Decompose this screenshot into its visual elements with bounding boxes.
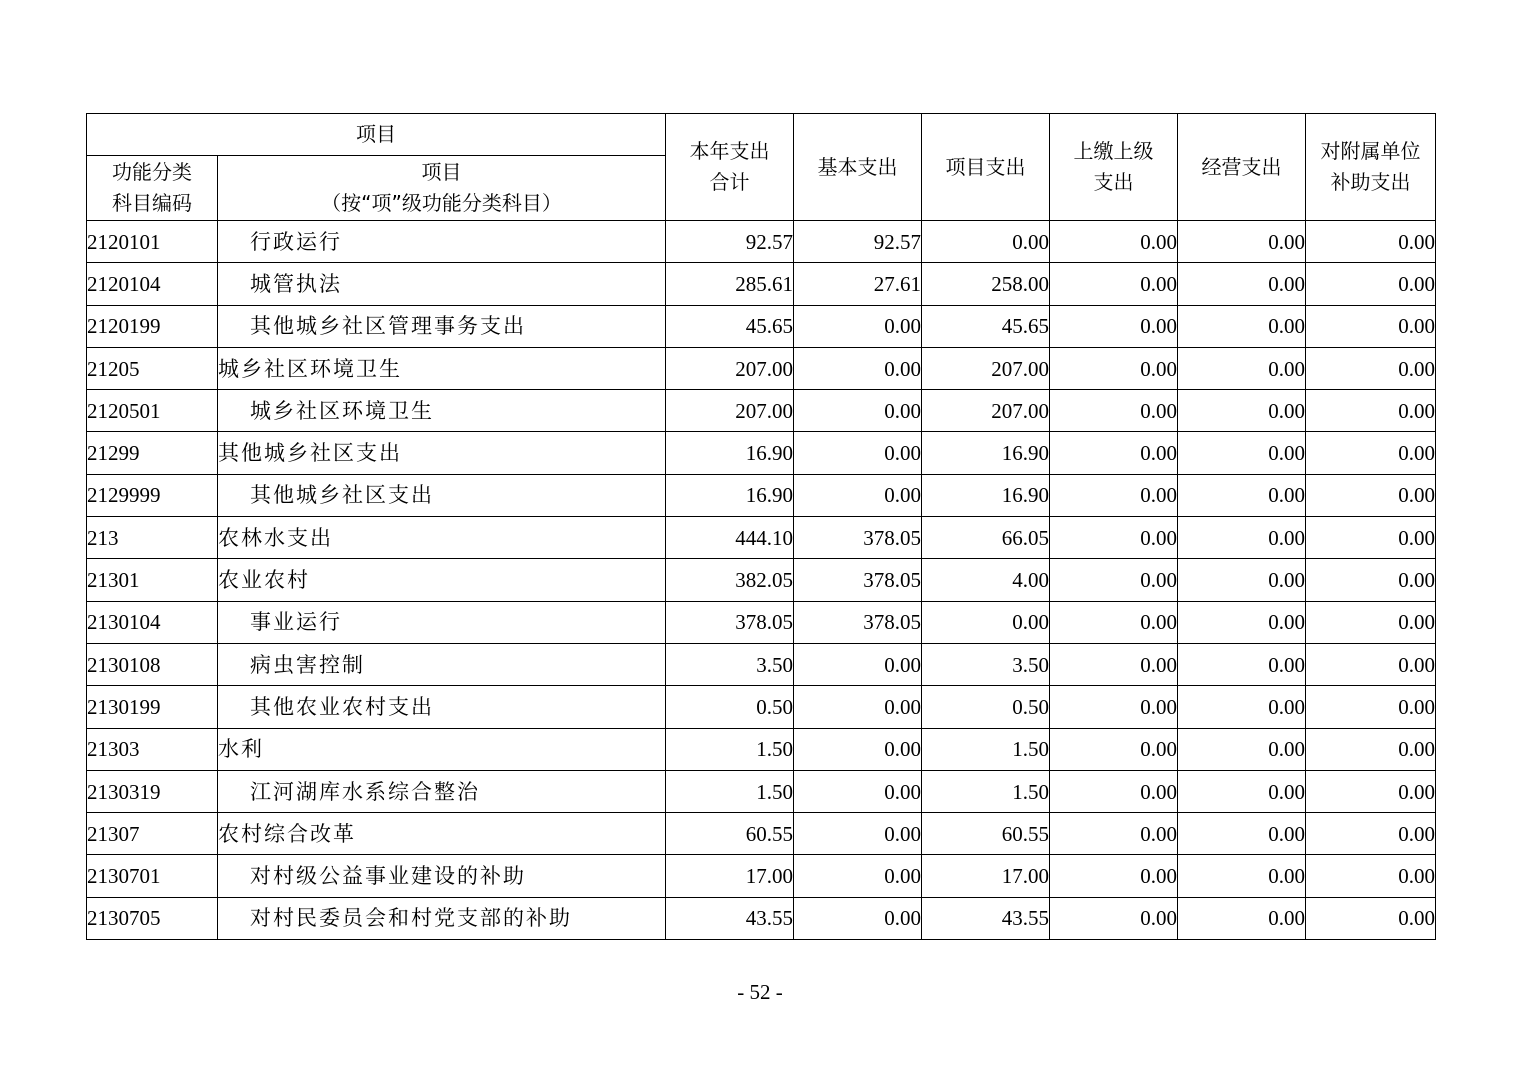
cell-total: 382.05: [666, 559, 794, 601]
table-row: [87, 728, 1436, 770]
cell-project: 16.90: [922, 474, 1050, 516]
table-row: [87, 390, 1436, 432]
cell-upper: 0.00: [1050, 474, 1178, 516]
header-project: 项目支出: [922, 114, 1050, 221]
cell-name: 事业运行: [218, 601, 666, 643]
cell-business: 0.00: [1178, 559, 1306, 601]
cell-name: 城乡社区环境卫生: [218, 347, 666, 389]
cell-code: 2130199: [87, 686, 218, 728]
expenditure-table: [86, 113, 1436, 940]
cell-business: 0.00: [1178, 643, 1306, 685]
page-number: - 52 -: [737, 980, 783, 1004]
cell-basic: 378.05: [794, 517, 922, 559]
table-row: [87, 686, 1436, 728]
cell-subsidy: 0.00: [1306, 305, 1436, 347]
cell-name: 农村综合改革: [218, 813, 666, 855]
cell-basic: 0.00: [794, 686, 922, 728]
table-row: [87, 474, 1436, 516]
cell-total: 16.90: [666, 474, 794, 516]
cell-code: 21307: [87, 813, 218, 855]
cell-upper: 0.00: [1050, 897, 1178, 939]
cell-basic: 0.00: [794, 305, 922, 347]
cell-business: 0.00: [1178, 855, 1306, 897]
cell-business: 0.00: [1178, 305, 1306, 347]
cell-name: 对村级公益事业建设的补助: [218, 855, 666, 897]
table-row: [87, 897, 1436, 939]
cell-total: 285.61: [666, 263, 794, 305]
cell-total: 207.00: [666, 347, 794, 389]
cell-code: 21301: [87, 559, 218, 601]
cell-total: 1.50: [666, 770, 794, 812]
table-row: [87, 855, 1436, 897]
cell-business: 0.00: [1178, 728, 1306, 770]
table-row: [87, 517, 1436, 559]
header-code: 功能分类 科目编码: [87, 156, 218, 221]
cell-name: 江河湖库水系综合整治: [218, 770, 666, 812]
cell-subsidy: 0.00: [1306, 813, 1436, 855]
cell-code: 2130701: [87, 855, 218, 897]
cell-name: 行政运行: [218, 221, 666, 263]
cell-business: 0.00: [1178, 686, 1306, 728]
cell-basic: 0.00: [794, 432, 922, 474]
cell-upper: 0.00: [1050, 686, 1178, 728]
cell-code: 2130104: [87, 601, 218, 643]
cell-basic: 0.00: [794, 474, 922, 516]
cell-subsidy: 0.00: [1306, 770, 1436, 812]
cell-upper: 0.00: [1050, 601, 1178, 643]
cell-name: 农林水支出: [218, 517, 666, 559]
cell-basic: 378.05: [794, 601, 922, 643]
cell-code: 21303: [87, 728, 218, 770]
cell-name: 其他城乡社区支出: [218, 432, 666, 474]
cell-project: 207.00: [922, 390, 1050, 432]
cell-upper: 0.00: [1050, 855, 1178, 897]
cell-business: 0.00: [1178, 770, 1306, 812]
cell-subsidy: 0.00: [1306, 897, 1436, 939]
table-header: [87, 114, 1436, 221]
cell-total: 43.55: [666, 897, 794, 939]
cell-upper: 0.00: [1050, 643, 1178, 685]
cell-code: 21205: [87, 347, 218, 389]
cell-code: 2120104: [87, 263, 218, 305]
cell-project: 0.00: [922, 221, 1050, 263]
header-upper: 上缴上级 支出: [1050, 114, 1178, 221]
table-row: [87, 601, 1436, 643]
header-basic: 基本支出: [794, 114, 922, 221]
cell-code: 2130319: [87, 770, 218, 812]
cell-basic: 0.00: [794, 897, 922, 939]
cell-name: 其他城乡社区管理事务支出: [218, 305, 666, 347]
table-row: [87, 305, 1436, 347]
cell-basic: 0.00: [794, 770, 922, 812]
cell-total: 60.55: [666, 813, 794, 855]
cell-subsidy: 0.00: [1306, 601, 1436, 643]
cell-subsidy: 0.00: [1306, 517, 1436, 559]
cell-subsidy: 0.00: [1306, 221, 1436, 263]
header-item-group: 项目: [87, 114, 666, 156]
cell-basic: 0.00: [794, 728, 922, 770]
cell-name: 水利: [218, 728, 666, 770]
cell-upper: 0.00: [1050, 770, 1178, 812]
cell-subsidy: 0.00: [1306, 390, 1436, 432]
cell-business: 0.00: [1178, 813, 1306, 855]
cell-basic: 27.61: [794, 263, 922, 305]
cell-upper: 0.00: [1050, 390, 1178, 432]
header-total: 本年支出 合计: [666, 114, 794, 221]
cell-basic: 92.57: [794, 221, 922, 263]
table-row: [87, 347, 1436, 389]
cell-code: 21299: [87, 432, 218, 474]
cell-name: 城管执法: [218, 263, 666, 305]
cell-project: 207.00: [922, 347, 1050, 389]
cell-project: 66.05: [922, 517, 1050, 559]
header-business: 经营支出: [1178, 114, 1306, 221]
cell-project: 0.00: [922, 601, 1050, 643]
cell-total: 207.00: [666, 390, 794, 432]
cell-code: 2129999: [87, 474, 218, 516]
cell-business: 0.00: [1178, 347, 1306, 389]
cell-project: 3.50: [922, 643, 1050, 685]
cell-business: 0.00: [1178, 221, 1306, 263]
cell-upper: 0.00: [1050, 517, 1178, 559]
cell-business: 0.00: [1178, 390, 1306, 432]
cell-upper: 0.00: [1050, 559, 1178, 601]
cell-project: 258.00: [922, 263, 1050, 305]
cell-upper: 0.00: [1050, 432, 1178, 474]
cell-basic: 0.00: [794, 390, 922, 432]
cell-name: 农业农村: [218, 559, 666, 601]
cell-subsidy: 0.00: [1306, 347, 1436, 389]
table-row: [87, 770, 1436, 812]
table-row: [87, 263, 1436, 305]
header-name: 项目 （按“项”级功能分类科目）: [218, 156, 666, 221]
cell-subsidy: 0.00: [1306, 855, 1436, 897]
cell-subsidy: 0.00: [1306, 263, 1436, 305]
cell-total: 378.05: [666, 601, 794, 643]
cell-name: 对村民委员会和村党支部的补助: [218, 897, 666, 939]
cell-name: 城乡社区环境卫生: [218, 390, 666, 432]
table-row: [87, 432, 1436, 474]
cell-subsidy: 0.00: [1306, 643, 1436, 685]
cell-subsidy: 0.00: [1306, 728, 1436, 770]
cell-code: 213: [87, 517, 218, 559]
table-body: [87, 221, 1436, 940]
cell-basic: 0.00: [794, 347, 922, 389]
cell-upper: 0.00: [1050, 813, 1178, 855]
cell-project: 60.55: [922, 813, 1050, 855]
table-row: [87, 559, 1436, 601]
cell-code: 2120199: [87, 305, 218, 347]
cell-name: 其他城乡社区支出: [218, 474, 666, 516]
cell-basic: 0.00: [794, 855, 922, 897]
cell-project: 45.65: [922, 305, 1050, 347]
cell-project: 4.00: [922, 559, 1050, 601]
cell-project: 17.00: [922, 855, 1050, 897]
cell-project: 0.50: [922, 686, 1050, 728]
cell-project: 1.50: [922, 728, 1050, 770]
cell-upper: 0.00: [1050, 221, 1178, 263]
cell-total: 16.90: [666, 432, 794, 474]
cell-business: 0.00: [1178, 263, 1306, 305]
cell-subsidy: 0.00: [1306, 474, 1436, 516]
cell-business: 0.00: [1178, 474, 1306, 516]
cell-basic: 0.00: [794, 813, 922, 855]
cell-code: 2130108: [87, 643, 218, 685]
cell-project: 43.55: [922, 897, 1050, 939]
cell-name: 其他农业农村支出: [218, 686, 666, 728]
cell-total: 3.50: [666, 643, 794, 685]
cell-name: 病虫害控制: [218, 643, 666, 685]
cell-code: 2130705: [87, 897, 218, 939]
table-row: [87, 643, 1436, 685]
table-row: [87, 221, 1436, 263]
cell-project: 16.90: [922, 432, 1050, 474]
cell-total: 1.50: [666, 728, 794, 770]
cell-subsidy: 0.00: [1306, 432, 1436, 474]
header-subsidy: 对附属单位 补助支出: [1306, 114, 1436, 221]
cell-subsidy: 0.00: [1306, 686, 1436, 728]
cell-upper: 0.00: [1050, 305, 1178, 347]
cell-upper: 0.00: [1050, 263, 1178, 305]
cell-business: 0.00: [1178, 601, 1306, 643]
cell-business: 0.00: [1178, 432, 1306, 474]
cell-code: 2120101: [87, 221, 218, 263]
cell-upper: 0.00: [1050, 347, 1178, 389]
cell-business: 0.00: [1178, 897, 1306, 939]
cell-project: 1.50: [922, 770, 1050, 812]
cell-upper: 0.00: [1050, 728, 1178, 770]
cell-total: 444.10: [666, 517, 794, 559]
cell-code: 2120501: [87, 390, 218, 432]
cell-total: 17.00: [666, 855, 794, 897]
cell-subsidy: 0.00: [1306, 559, 1436, 601]
cell-total: 92.57: [666, 221, 794, 263]
cell-basic: 0.00: [794, 643, 922, 685]
cell-business: 0.00: [1178, 517, 1306, 559]
cell-basic: 378.05: [794, 559, 922, 601]
table-row: [87, 813, 1436, 855]
cell-total: 45.65: [666, 305, 794, 347]
cell-total: 0.50: [666, 686, 794, 728]
